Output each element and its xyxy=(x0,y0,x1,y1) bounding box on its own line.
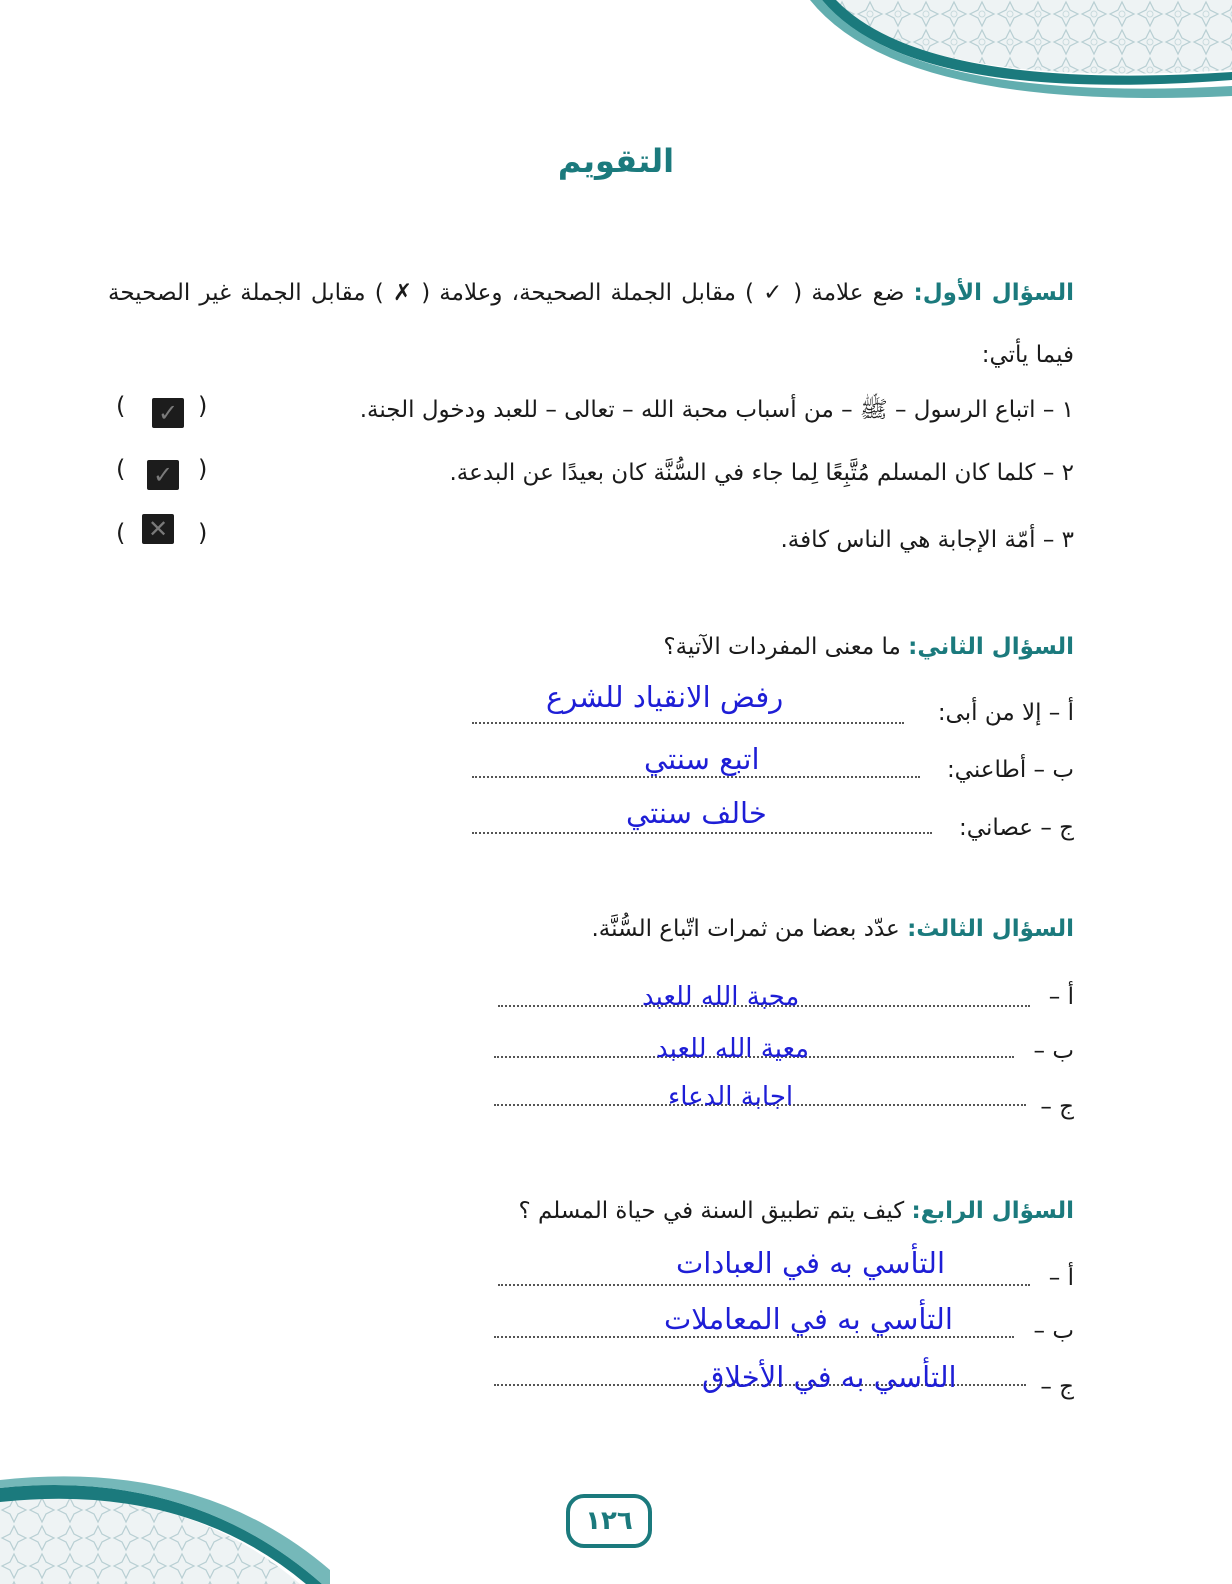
top-corner-ornament xyxy=(800,0,1232,110)
q3-item-2-answer[interactable]: معية الله للعبد xyxy=(656,1034,810,1064)
q2-item-1-label: أ – إلا من أبى: xyxy=(937,700,1074,726)
q3-item-3-label: ج – xyxy=(1040,1094,1074,1120)
q3-item-2-label: ب – xyxy=(1033,1038,1074,1064)
question-2-label: السؤال الثاني: xyxy=(908,634,1074,660)
q2-item-3-label: ج – عصاني: xyxy=(959,815,1074,841)
question-4-label: السؤال الرابع: xyxy=(911,1198,1074,1224)
paren-left: ( xyxy=(116,392,126,420)
answer-line[interactable] xyxy=(498,1284,1030,1286)
q3-item-1-label: أ – xyxy=(1048,984,1074,1010)
check-box-3[interactable] xyxy=(142,514,174,544)
check-box-1[interactable] xyxy=(152,398,184,428)
question-1-label: السؤال الأول: xyxy=(913,280,1074,306)
question-2 xyxy=(663,636,1074,659)
paren-right: ) xyxy=(198,455,208,483)
page-title: التقويم xyxy=(557,142,675,180)
question-4 xyxy=(518,1200,1074,1223)
q4-item-1-label: أ – xyxy=(1048,1265,1074,1291)
q2-item-3-answer[interactable]: خالف سنتي xyxy=(626,796,767,830)
question-1 xyxy=(108,262,1074,386)
answer-line[interactable] xyxy=(472,776,920,778)
q1-item-3: ٣ – أمّة الإجابة هي الناس كافة. xyxy=(780,527,1074,553)
q2-item-2-label: ب – أطاعني: xyxy=(946,757,1074,783)
paren-left: ( xyxy=(116,455,126,483)
question-1-text: ضع علامة ( ✓ ) مقابل الجملة الصحيحة، وعلامة ( ✗ ) مقابل الجملة غير الصحيحة فيما يأتي: xyxy=(108,280,1074,368)
question-3-text: عدّد بعضا من ثمرات اتّباع السُّنَّة. xyxy=(591,916,908,942)
page-number: ١٢٦ xyxy=(566,1494,652,1548)
q4-item-1-answer[interactable]: التأسي به في العبادات xyxy=(676,1246,946,1280)
question-4-text: كيف يتم تطبيق السنة في حياة المسلم ؟ xyxy=(518,1198,912,1224)
answer-line[interactable] xyxy=(472,832,932,834)
q3-item-3-answer[interactable]: اجابة الدعاء xyxy=(668,1082,794,1112)
q4-item-3-label: ج – xyxy=(1040,1374,1074,1400)
cross-icon: ✕ xyxy=(147,515,169,543)
q1-item-2: ٢ – كلما كان المسلم مُتَّبِعًا لِما جاء في السُّنَّة كان بعيدًا عن البدعة. xyxy=(449,460,1074,486)
bottom-corner-ornament xyxy=(0,1440,330,1584)
answer-line[interactable] xyxy=(472,722,904,724)
question-2-text: ما معنى المفردات الآتية؟ xyxy=(663,634,909,660)
q4-item-3-answer[interactable]: التأسي به في الأخلاق xyxy=(702,1360,957,1394)
checkmark-icon: ✓ xyxy=(157,399,179,427)
q2-item-2-answer[interactable]: اتبع سنتي xyxy=(644,742,760,776)
q1-item-1: ١ – اتباع الرسول – ﷺ – من أسباب محبة الله – تعالى – للعبد ودخول الجنة. xyxy=(359,397,1074,423)
paren-left: ( xyxy=(116,519,126,547)
q4-item-2-label: ب – xyxy=(1033,1318,1074,1344)
question-3 xyxy=(592,918,1075,941)
question-3-label: السؤال الثالث: xyxy=(907,916,1074,942)
paren-right: ) xyxy=(198,519,208,547)
checkmark-icon: ✓ xyxy=(152,461,174,489)
q4-item-2-answer[interactable]: التأسي به في المعاملات xyxy=(664,1302,953,1336)
paren-right: ) xyxy=(198,392,208,420)
check-box-2[interactable] xyxy=(147,460,179,490)
q3-item-1-answer[interactable]: محبة الله للعبد xyxy=(642,982,800,1012)
q2-item-1-answer[interactable]: رفض الانقياد للشرع xyxy=(546,680,784,714)
answer-line[interactable] xyxy=(494,1336,1014,1338)
